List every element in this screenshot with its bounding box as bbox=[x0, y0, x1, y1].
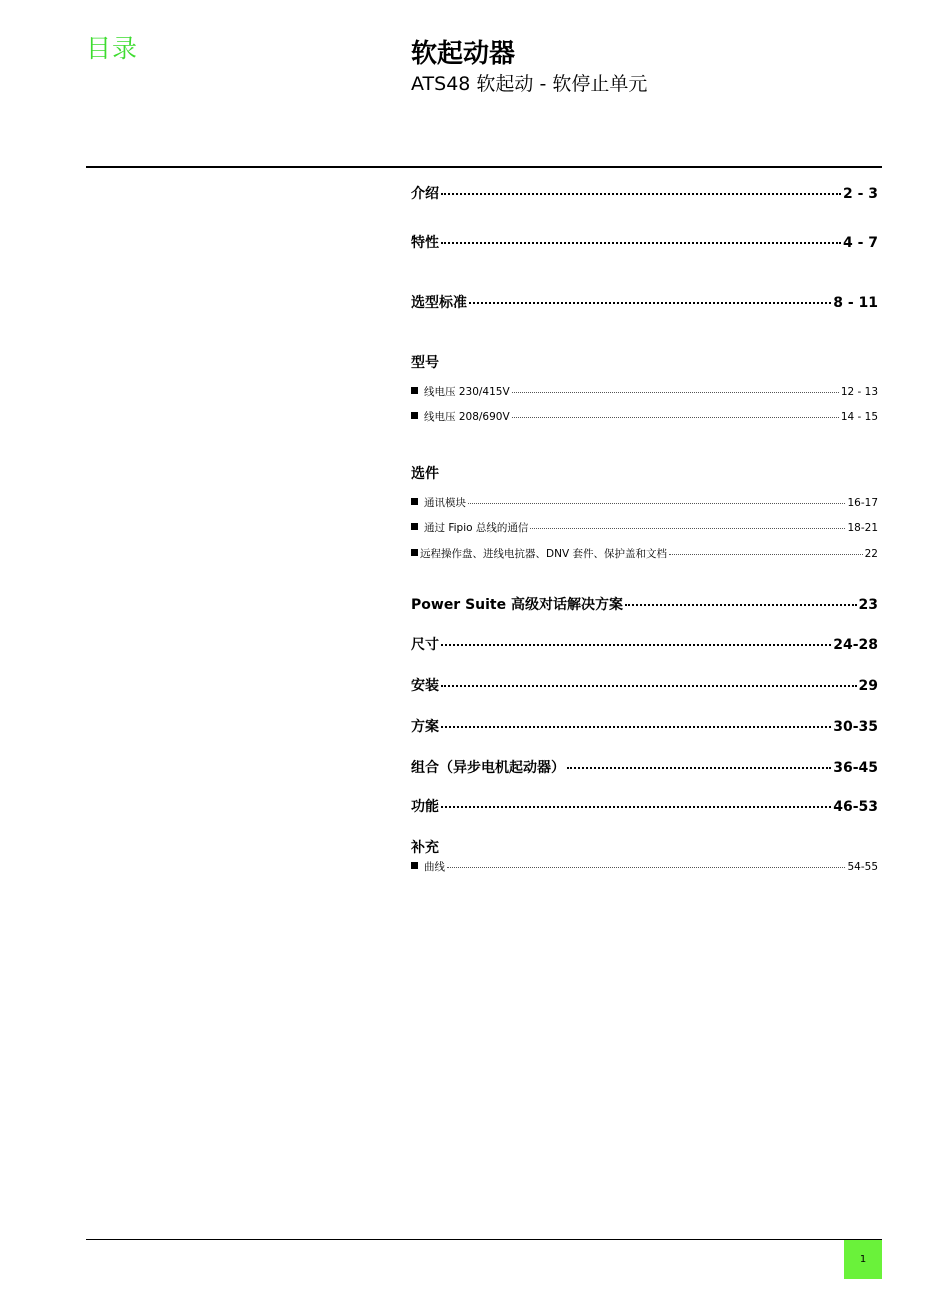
toc-group-models: 型号 bbox=[411, 355, 439, 371]
dot-leader bbox=[530, 528, 845, 529]
toc-entry-schemes[interactable] bbox=[411, 716, 878, 736]
toc-subentry-label: 线电压 230/415V bbox=[424, 386, 510, 398]
toc-entry-intro[interactable] bbox=[411, 183, 878, 203]
toc-subentry-pages: 12 - 13 bbox=[840, 386, 878, 398]
page-number-badge bbox=[844, 1240, 882, 1279]
toc-entry-powersuite[interactable] bbox=[411, 594, 878, 614]
dot-leader bbox=[441, 242, 841, 244]
toc-entry-installation[interactable] bbox=[411, 675, 878, 695]
dot-leader bbox=[468, 503, 845, 504]
toc-entry-label: 特性 bbox=[411, 235, 439, 251]
toc-subentry-pages: 54-55 bbox=[847, 861, 878, 873]
dot-leader bbox=[441, 726, 831, 728]
toc-subentry-label: 通过 Fipio 总线的通信 bbox=[424, 522, 529, 534]
dot-leader bbox=[512, 392, 839, 393]
toc-subentry-pages: 22 bbox=[864, 548, 878, 560]
bullet-icon bbox=[411, 549, 418, 556]
dot-leader bbox=[441, 193, 841, 195]
document-subtitle: ATS48 软起动 - 软停止单元 bbox=[411, 73, 648, 95]
toc-entry-pages: 36-45 bbox=[833, 760, 878, 776]
dot-leader bbox=[567, 767, 831, 769]
toc-subentry[interactable] bbox=[411, 520, 878, 535]
toc-entry-pages: 29 bbox=[858, 678, 878, 694]
toc-entry-label: 尺寸 bbox=[411, 637, 439, 653]
bullet-icon bbox=[411, 412, 418, 419]
toc-subentry-label: 通讯模块 bbox=[424, 497, 466, 509]
toc-entry-pages: 2 - 3 bbox=[842, 186, 878, 202]
dot-leader bbox=[625, 604, 857, 606]
bullet-icon bbox=[411, 387, 418, 394]
toc-subentry[interactable] bbox=[411, 859, 878, 874]
dot-leader bbox=[669, 554, 863, 555]
toc-entry-label: 功能 bbox=[411, 799, 439, 815]
bullet-icon bbox=[411, 498, 418, 505]
toc-entry-label: 安装 bbox=[411, 678, 439, 694]
toc-entry-features[interactable] bbox=[411, 232, 878, 252]
dot-leader bbox=[469, 302, 831, 304]
toc-entry-pages: 4 - 7 bbox=[842, 235, 878, 251]
toc-subentry-pages: 14 - 15 bbox=[840, 411, 878, 423]
toc-entry-selection[interactable] bbox=[411, 292, 878, 312]
toc-entry-pages: 46-53 bbox=[833, 799, 878, 815]
toc-entry-label: 选型标准 bbox=[411, 295, 467, 311]
toc-subentry-label: 远程操作盘、进线电抗器、DNV 套件、保护盖和文档 bbox=[420, 548, 667, 560]
toc-entry-dimensions[interactable] bbox=[411, 634, 878, 654]
toc-entry-pages: 30-35 bbox=[833, 719, 878, 735]
page-number: 1 bbox=[859, 1254, 867, 1265]
footer-divider bbox=[86, 1239, 882, 1240]
toc-subentry-pages: 16-17 bbox=[847, 497, 878, 509]
toc-entry-combinations[interactable] bbox=[411, 757, 878, 777]
dot-leader bbox=[441, 644, 831, 646]
document-title: 软起动器 bbox=[411, 39, 516, 69]
toc-subentry[interactable] bbox=[411, 495, 878, 510]
dot-leader bbox=[512, 417, 839, 418]
toc-entry-pages: 8 - 11 bbox=[833, 295, 878, 311]
toc-subentry-label: 曲线 bbox=[424, 861, 445, 873]
bullet-icon bbox=[411, 862, 418, 869]
bullet-icon bbox=[411, 523, 418, 530]
toc-entry-label: 介绍 bbox=[411, 186, 439, 202]
dot-leader bbox=[441, 685, 857, 687]
toc-group-supplement: 补充 bbox=[411, 840, 439, 856]
toc-entry-pages: 23 bbox=[858, 597, 878, 613]
toc-entry-functions[interactable] bbox=[411, 796, 878, 816]
section-label: 目录 bbox=[86, 34, 139, 63]
toc-subentry-label: 线电压 208/690V bbox=[424, 411, 510, 423]
toc-entry-pages: 24-28 bbox=[833, 637, 878, 653]
header-divider bbox=[86, 166, 882, 168]
toc-entry-label: Power Suite 高级对话解决方案 bbox=[411, 597, 623, 613]
dot-leader bbox=[441, 806, 831, 808]
toc-subentry-pages: 18-21 bbox=[847, 522, 878, 534]
toc-subentry[interactable] bbox=[411, 546, 878, 561]
toc-subentry[interactable] bbox=[411, 384, 878, 399]
toc-subentry[interactable] bbox=[411, 409, 878, 424]
dot-leader bbox=[447, 867, 845, 868]
toc-entry-label: 组合（异步电机起动器） bbox=[411, 760, 565, 776]
toc-entry-label: 方案 bbox=[411, 719, 439, 735]
toc-group-options: 选件 bbox=[411, 466, 439, 482]
